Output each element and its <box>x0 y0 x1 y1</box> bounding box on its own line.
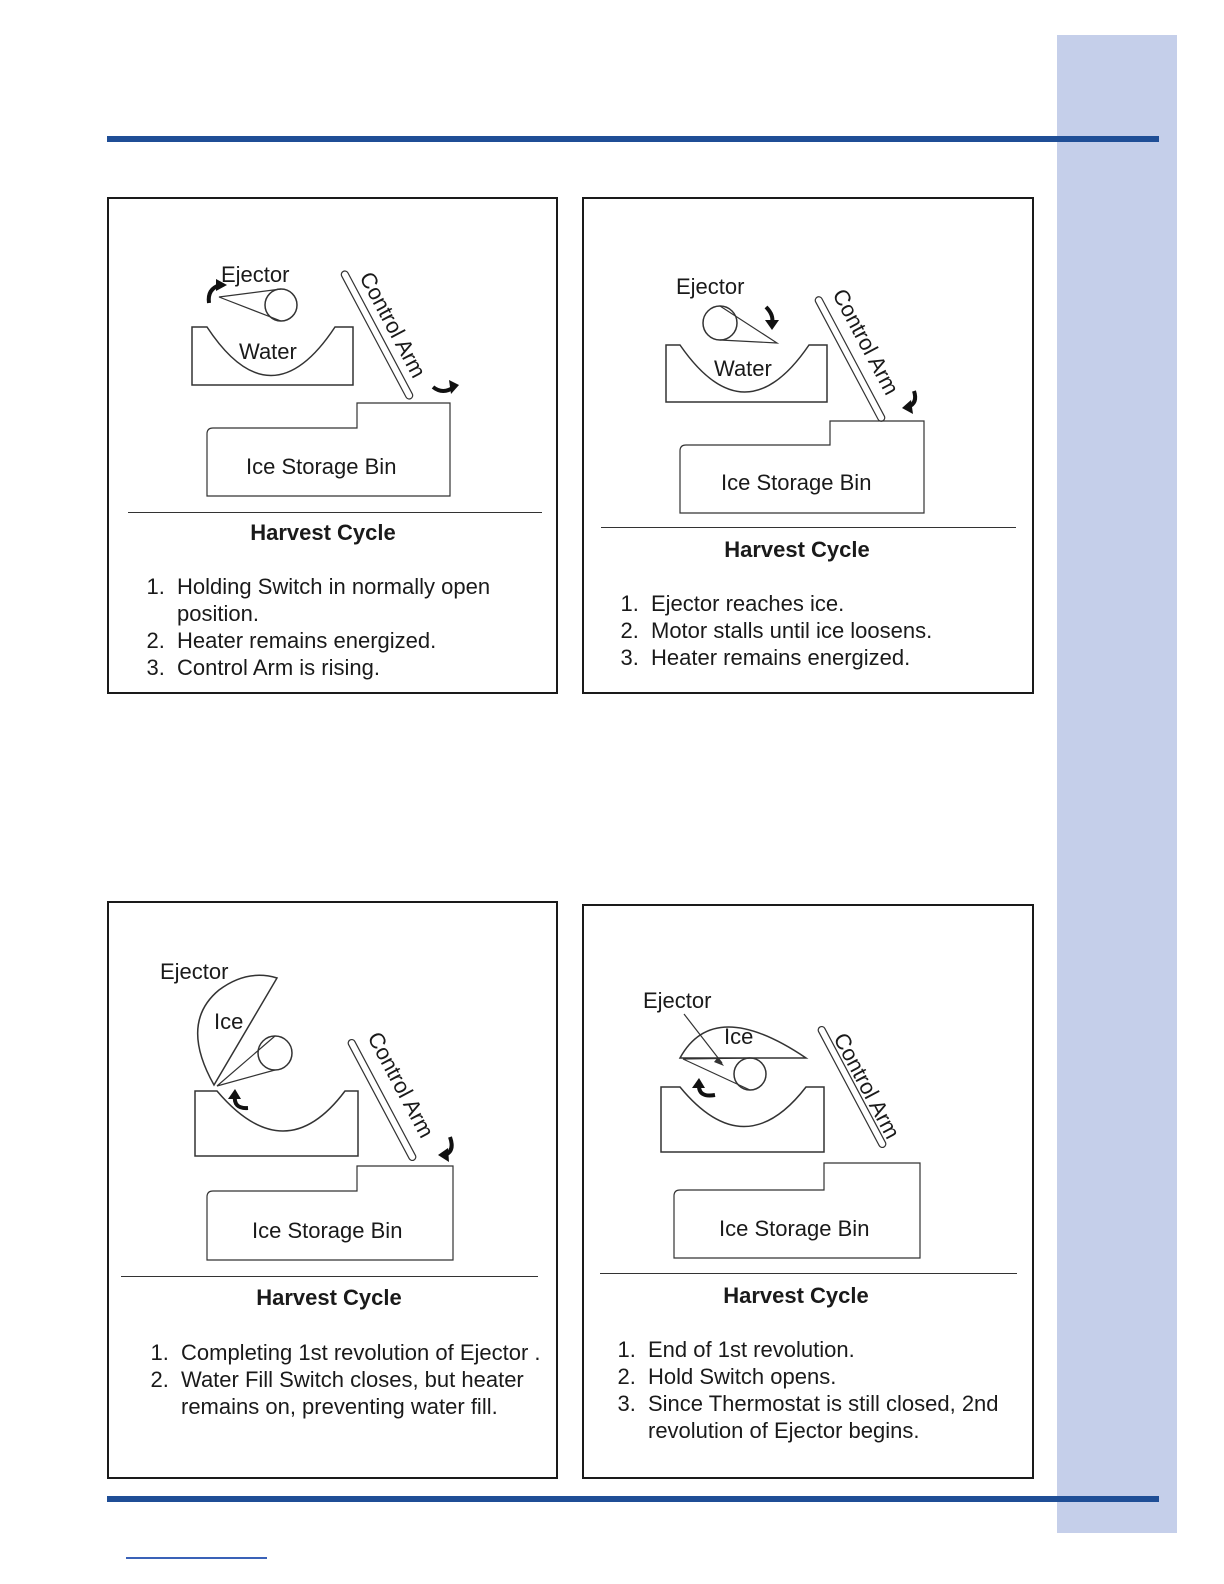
control-arm-label: Control Arm <box>828 1028 906 1143</box>
side-tab-band <box>1057 35 1177 1533</box>
steps-list <box>608 1336 1042 1444</box>
control-arm-label: Control Arm <box>827 284 905 399</box>
step-item: 3. Control Arm is rising. <box>171 654 571 681</box>
water-label: Water <box>714 356 772 381</box>
ejector-pointer <box>684 1014 722 1063</box>
footer-link-line <box>126 1557 267 1559</box>
ejector-label: Ejector <box>160 959 229 984</box>
ejector-label: Ejector <box>221 262 290 287</box>
bin-label: Ice Storage Bin <box>252 1218 403 1243</box>
bin-label: Ice Storage Bin <box>246 454 397 479</box>
panel-4 <box>582 904 1034 1479</box>
caption-title: Harvest Cycle <box>724 537 870 562</box>
steps-list <box>137 573 571 681</box>
header-rule <box>107 136 1159 142</box>
ejector-hub <box>703 306 737 340</box>
caption-title: Harvest Cycle <box>723 1283 869 1308</box>
bin-label: Ice Storage Bin <box>721 470 872 495</box>
step-item: 3. Since Thermostat is still closed, 2nd revolution of Ejector begins. <box>642 1390 1042 1444</box>
diagram-4 <box>584 906 1036 1271</box>
step-item: 2. Motor stalls until ice loosens. <box>645 617 1045 644</box>
steps-list <box>611 590 1045 671</box>
caption-title: Harvest Cycle <box>256 1285 402 1310</box>
steps-list <box>141 1339 545 1420</box>
step-item: 1. Completing 1st revolution of Ejector . <box>175 1339 545 1366</box>
ice-storage-bin <box>674 1163 920 1258</box>
ice-mold <box>661 1087 824 1152</box>
control-arm-label: Control Arm <box>362 1027 440 1142</box>
ejector-blade <box>217 1036 275 1086</box>
footer-rule <box>107 1496 1159 1502</box>
ice-storage-bin <box>207 403 450 496</box>
ice-label: Ice <box>214 1009 244 1034</box>
caption-separator <box>601 527 1016 528</box>
diagram-1 <box>109 199 560 519</box>
caption-separator <box>600 1273 1017 1274</box>
step-item: 2. Hold Switch opens. <box>642 1363 1042 1390</box>
ejector-blade <box>219 289 281 321</box>
caption-separator <box>128 512 542 513</box>
panel-2 <box>582 197 1034 694</box>
panel-1 <box>107 197 558 694</box>
ice-label: Ice <box>724 1024 754 1049</box>
step-item: 1. End of 1st revolution. <box>642 1336 1042 1363</box>
bin-label: Ice Storage Bin <box>719 1216 870 1241</box>
ejector-label: Ejector <box>676 274 745 299</box>
panel-3 <box>107 901 558 1479</box>
step-item: 2. Water Fill Switch closes, but heater remains on, preventing water fill. <box>175 1366 545 1420</box>
control-arm-label: Control Arm <box>354 267 432 382</box>
step-item: 3. Heater remains energized. <box>645 644 1045 671</box>
ejector-label: Ejector <box>643 988 712 1013</box>
caption-separator <box>121 1276 538 1277</box>
ice-storage-bin <box>207 1166 453 1260</box>
step-item: 1. Ejector reaches ice. <box>645 590 1045 617</box>
ejector-hub <box>258 1036 292 1070</box>
diagram-2 <box>584 199 1036 534</box>
step-item: 1. Holding Switch in normally open position. <box>171 573 571 627</box>
diagram-3 <box>109 903 560 1273</box>
ice-storage-bin <box>680 421 924 513</box>
water-label: Water <box>239 339 297 364</box>
caption-title: Harvest Cycle <box>250 520 396 545</box>
ice-mold <box>195 1091 358 1156</box>
step-item: 2. Heater remains energized. <box>171 627 571 654</box>
